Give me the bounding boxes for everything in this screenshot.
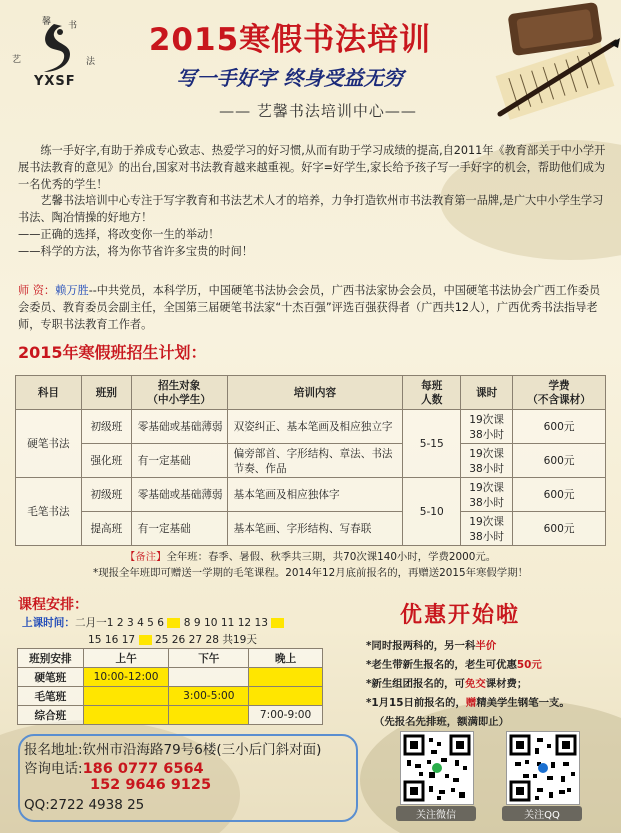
phone-number: 186 0777 6564 (82, 761, 204, 777)
note-label: 【备注】 (124, 551, 167, 563)
header-hours: 课时 (461, 376, 513, 410)
header-class: 班别安排 (18, 649, 84, 668)
logo-char: 艺 (12, 55, 22, 65)
size-cell: 5-10 (403, 478, 461, 546)
offer-line: *1月15日前报名的，赠精美学生钢笔一支。 (366, 697, 570, 709)
time-cell: 10:00-12:00 (83, 668, 169, 687)
class-name-cell: 毛笔班 (18, 687, 84, 706)
qr-caption: 关注QQ (502, 806, 582, 821)
time-cell (169, 668, 249, 687)
time-cell: 3:00-5:00 (169, 687, 249, 706)
teacher-info (18, 282, 608, 333)
brush-stroke-icon (36, 22, 74, 74)
wechat-qr-icon (400, 731, 474, 805)
hours-cell: 19次课 38小时 (461, 478, 513, 512)
table-row (18, 706, 323, 725)
subject-cell: 毛笔书法 (16, 478, 82, 546)
header-pm: 下午 (169, 649, 249, 668)
table-row (18, 687, 323, 706)
header-size: 每班 人数 (403, 376, 461, 410)
time-label: 上课时间： (22, 617, 75, 629)
dates-text: 8 9 10 11 12 13 (183, 617, 269, 629)
address-text: 报名地址:钦州市沿海路79号6楼(三小后门斜对面) (24, 742, 322, 758)
class-cell: 提高班 (81, 512, 131, 546)
enrollment-plan-table (15, 375, 606, 546)
book-brush-decoration-icon (480, 2, 620, 122)
table-row (16, 478, 606, 512)
time-cell: 7:00-9:00 (249, 706, 323, 725)
hours-cell: 19次课 38小时 (461, 410, 513, 444)
target-cell: 有一定基础 (131, 444, 227, 478)
target-cell: 零基础或基础薄弱 (131, 478, 227, 512)
qr-caption: 关注微信 (396, 806, 476, 821)
logo-text: YXSF (34, 74, 76, 89)
class-cell: 强化班 (81, 444, 131, 478)
fee-cell: 600元 (513, 512, 606, 546)
intro-paragraph: 艺馨书法培训中心专注于写字教育和书法艺术人才的培养，力争打造钦州市书法教育第一品牌,是广大中小学生学习书法、陶冶情操的好地方！ (18, 194, 604, 225)
content-cell: 双姿纠正、基本笔画及相应独立字 (227, 410, 403, 444)
target-cell: 零基础或基础薄弱 (131, 410, 227, 444)
schedule-dates-line (88, 632, 257, 647)
table-row (16, 512, 606, 546)
intro-quote: ——科学的方法，将为你节省许多宝贵的时间！ (18, 244, 253, 258)
header-fee: 学费 （不含课材） (513, 376, 606, 410)
page-title: 2015寒假书法培训 (148, 22, 432, 58)
header-class: 班别 (81, 376, 131, 410)
header-am: 上午 (83, 649, 169, 668)
teacher-label: 师 资： (18, 284, 56, 297)
schedule-title: 课程安排： (18, 597, 88, 613)
time-cell (83, 687, 169, 706)
logo (6, 8, 106, 96)
logo-char: 馨 (42, 17, 52, 27)
class-name-cell: 综合班 (18, 706, 84, 725)
note-line: 全年班：春季、暑假、秋季共三期，共70次课140小时，学费2000元。 (166, 551, 497, 563)
intro-quote: ——正确的选择，将改变你一生的举动！ (18, 227, 220, 241)
content-cell: 基本笔画、字形结构、写春联 (227, 512, 403, 546)
logo-char: 法 (86, 57, 96, 67)
teacher-desc: --中共党员，本科学历，中国硬笔书法协会会员，广西书法家协会会员，中国硬笔书法协会广西工作委员会委员、教育委员会副主任，全国第三届硬笔书法家“十杰百强”评选百强获得者（广西共12人），广西优秀书法指导老师，专职书法教育工作者。 (18, 284, 601, 331)
fee-cell: 600元 (513, 478, 606, 512)
time-cell (169, 706, 249, 725)
size-cell: 5-15 (403, 410, 461, 478)
table-header-row (18, 649, 323, 668)
offer-line: *同时报两科的，另一科半价 (366, 640, 497, 652)
intro-text (18, 143, 608, 261)
slogan: 写一手好字 终身受益无穷 (176, 66, 404, 90)
dates-text: 25 26 27 28 共19天 (154, 634, 257, 646)
logo-char: 书 (68, 21, 78, 31)
qq-text: QQ:2722 4938 25 (24, 797, 145, 813)
header-content: 培训内容 (227, 376, 403, 410)
fee-cell: 600元 (513, 444, 606, 478)
plan-note (15, 549, 606, 581)
offer-title: 优惠开始啦 (400, 603, 521, 628)
table-row (16, 410, 606, 444)
subject-cell: 硬笔书法 (16, 410, 82, 478)
target-cell: 有一定基础 (131, 512, 227, 546)
offer-line: *新生组团报名的，可免交课材费； (366, 678, 528, 690)
table-row (16, 444, 606, 478)
center-name: —— 艺馨书法培训中心—— (219, 102, 417, 120)
class-name-cell: 硬笔班 (18, 668, 84, 687)
offer-line: （先报名先排班，额满即止） (374, 716, 510, 728)
intro-paragraph: 练一手好字,有助于养成专心致志、热爱学习的好习惯,从而有助于学习成绩的提高,自2011年《教育部关于中小学开展书法教育的意见》的出台,国家对书法教育越来越重视。好字=好学生,家长给予孩子写一手好字的机会，帮助他们成为一名优秀的学生！ (18, 144, 606, 191)
content-cell: 基本笔画及相应独体字 (227, 478, 403, 512)
class-schedule-table (17, 648, 323, 725)
offer-line: *老生带新生报名的，老生可优惠50元 (366, 659, 542, 671)
table-row (18, 668, 323, 687)
class-cell: 初级班 (81, 478, 131, 512)
phone-row (90, 777, 211, 793)
header-subject: 科目 (16, 376, 82, 410)
dates-text: 15 16 17 (88, 634, 136, 646)
note-line: *现报全年班即可赠送一学期的毛笔课程。2014年12月底前报名的，再赠送2015年寒假学期！ (93, 567, 528, 579)
content-cell: 偏旁部首、字形结构、章法、书法节奏、作品 (227, 444, 403, 478)
header-eve: 晚上 (249, 649, 323, 668)
hours-cell: 19次课 38小时 (461, 444, 513, 478)
highlight-mark (139, 635, 152, 645)
time-cell (83, 706, 169, 725)
plan-title: 2015年寒假班招生计划： (18, 343, 207, 362)
phone-label: 咨询电话: (24, 761, 83, 777)
hours-cell: 19次课 38小时 (461, 512, 513, 546)
class-cell: 初级班 (81, 410, 131, 444)
highlight-mark (271, 618, 284, 628)
fee-cell: 600元 (513, 410, 606, 444)
highlight-mark (167, 618, 180, 628)
time-cell (249, 687, 323, 706)
phone-number: 152 9646 9125 (90, 777, 212, 793)
table-header-row (16, 376, 606, 410)
time-cell (249, 668, 323, 687)
phone-row (24, 757, 204, 777)
dates-text: 二月一1 2 3 4 5 6 (74, 617, 165, 629)
header-target: 招生对象 （中小学生） (131, 376, 227, 410)
schedule-dates-line (22, 615, 284, 630)
qq-qr-icon (506, 731, 580, 805)
teacher-name: 赖万胜 (55, 284, 89, 297)
